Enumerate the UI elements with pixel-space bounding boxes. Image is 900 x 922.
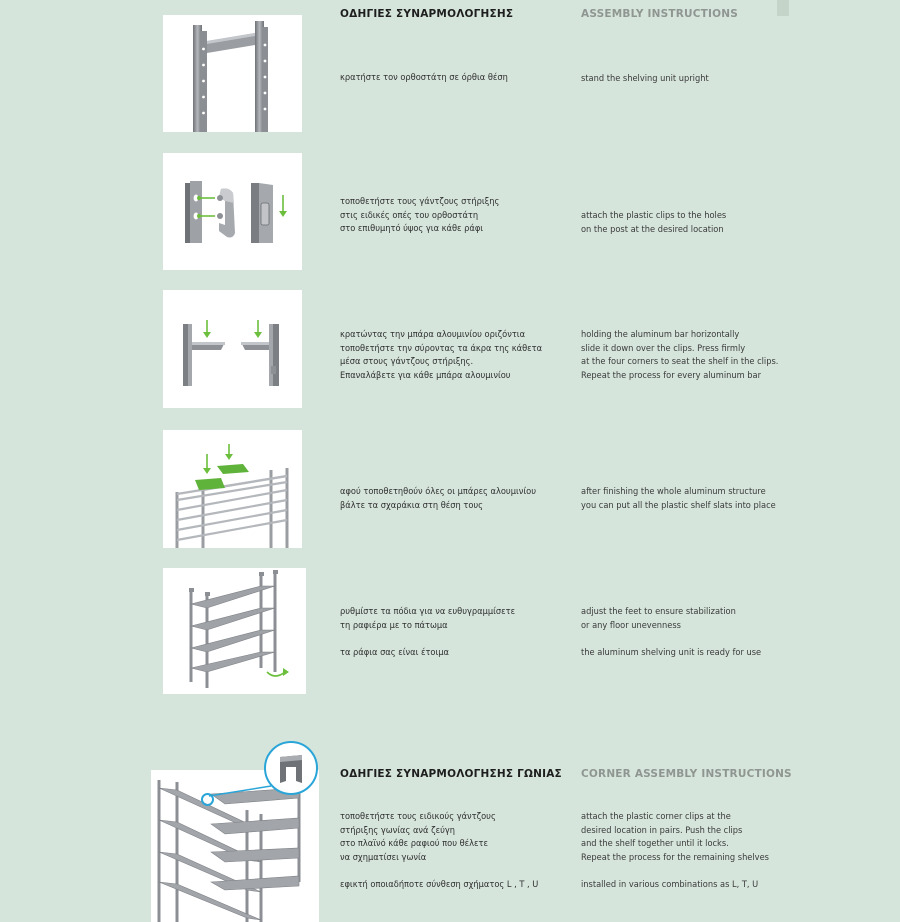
step4-text-greek: αφού τοποθετηθούν όλες οι μπάρες αλουμινίου βάλτε τα σχαράκια στη θέση τους [340,486,537,511]
corner-step2-text-english: installed in various combinations as L, T, U [581,879,759,890]
assembly-title-english: ASSEMBLY INSTRUCTIONS [581,8,738,20]
corner-step2-text-greek: εφικτή οποιαδήποτε σύνθεση σχήματος L , T , U [340,879,539,890]
step2-text-greek: τοποθετήστε τους γάντζους στήριξης στις ειδικές οπές του ορθοστάτη στο επιθυμητό ύψος για κάθε ράφι [340,196,500,234]
step6-text-english: the aluminum shelving unit is ready for use [581,647,762,658]
step1-text-greek: κρατήστε τον ορθοστάτη σε όρθια θέση [340,72,508,83]
step5-text-english: adjust the feet to ensure stabilization or any floor unevenness [581,606,736,631]
step2-text-english: attach the plastic clips to the holes on the post at the desired location [581,210,727,235]
shelf-slats-image [163,430,302,548]
corner-step1-text-greek: τοποθετήστε τους ειδικούς γάντζους στήριξης γωνίας ανά ζεύγη στο πλαϊνό κάθε ραφιού που θέλετε να σχηματίσει γωνία [340,811,496,863]
callout-connector [205,784,275,798]
step3-text-greek: κρατώντας την μπάρα αλουμινίου οριζόντια τοποθετήστε την σύροντας τα άκρα της κάθετα μέσα στους γάντζους στήριξης. Επαναλάβετε για κάθε μπάρα αλουμινίου [340,329,543,381]
step6-text-greek: τα ράφια σας είναι έτοιμα [340,647,449,658]
step4-text-english: after finishing the whole aluminum structure you can put all the plastic shelf slats into place [581,486,776,511]
page-corner-tab [777,0,789,16]
step5-text-greek: ρυθμίστε τα πόδια για να ευθυγραμμίσετε τη ραφιέρα με το πάτωμα [340,606,516,631]
finished-shelving-image [163,568,306,694]
step3-text-english: holding the aluminum bar horizontally slide it down over the clips. Press firmly at the four corners to seat the shelf in the clips. Repeat the process for every aluminum bar [581,329,779,381]
aluminum-bar-image [163,290,302,408]
upright-post-image [163,15,302,132]
assembly-title-greek: ΟΔΗΓΙΕΣ ΣΥΝΑΡΜΟΛΟΓΗΣΗΣ [340,8,514,20]
corner-title-greek: ΟΔΗΓΙΕΣ ΣΥΝΑΡΜΟΛΟΓΗΣΗΣ ΓΩΝΙΑΣ [340,768,562,780]
corner-title-english: CORNER ASSEMBLY INSTRUCTIONS [581,768,792,780]
corner-step1-text-english: attach the plastic corner clips at the desired location in pairs. Push the clips and the shelf together until it locks. Repeat the process for the remaining shelves [581,811,769,863]
step1-text-english: stand the shelving unit upright [581,73,709,84]
plastic-clips-image [163,153,302,270]
